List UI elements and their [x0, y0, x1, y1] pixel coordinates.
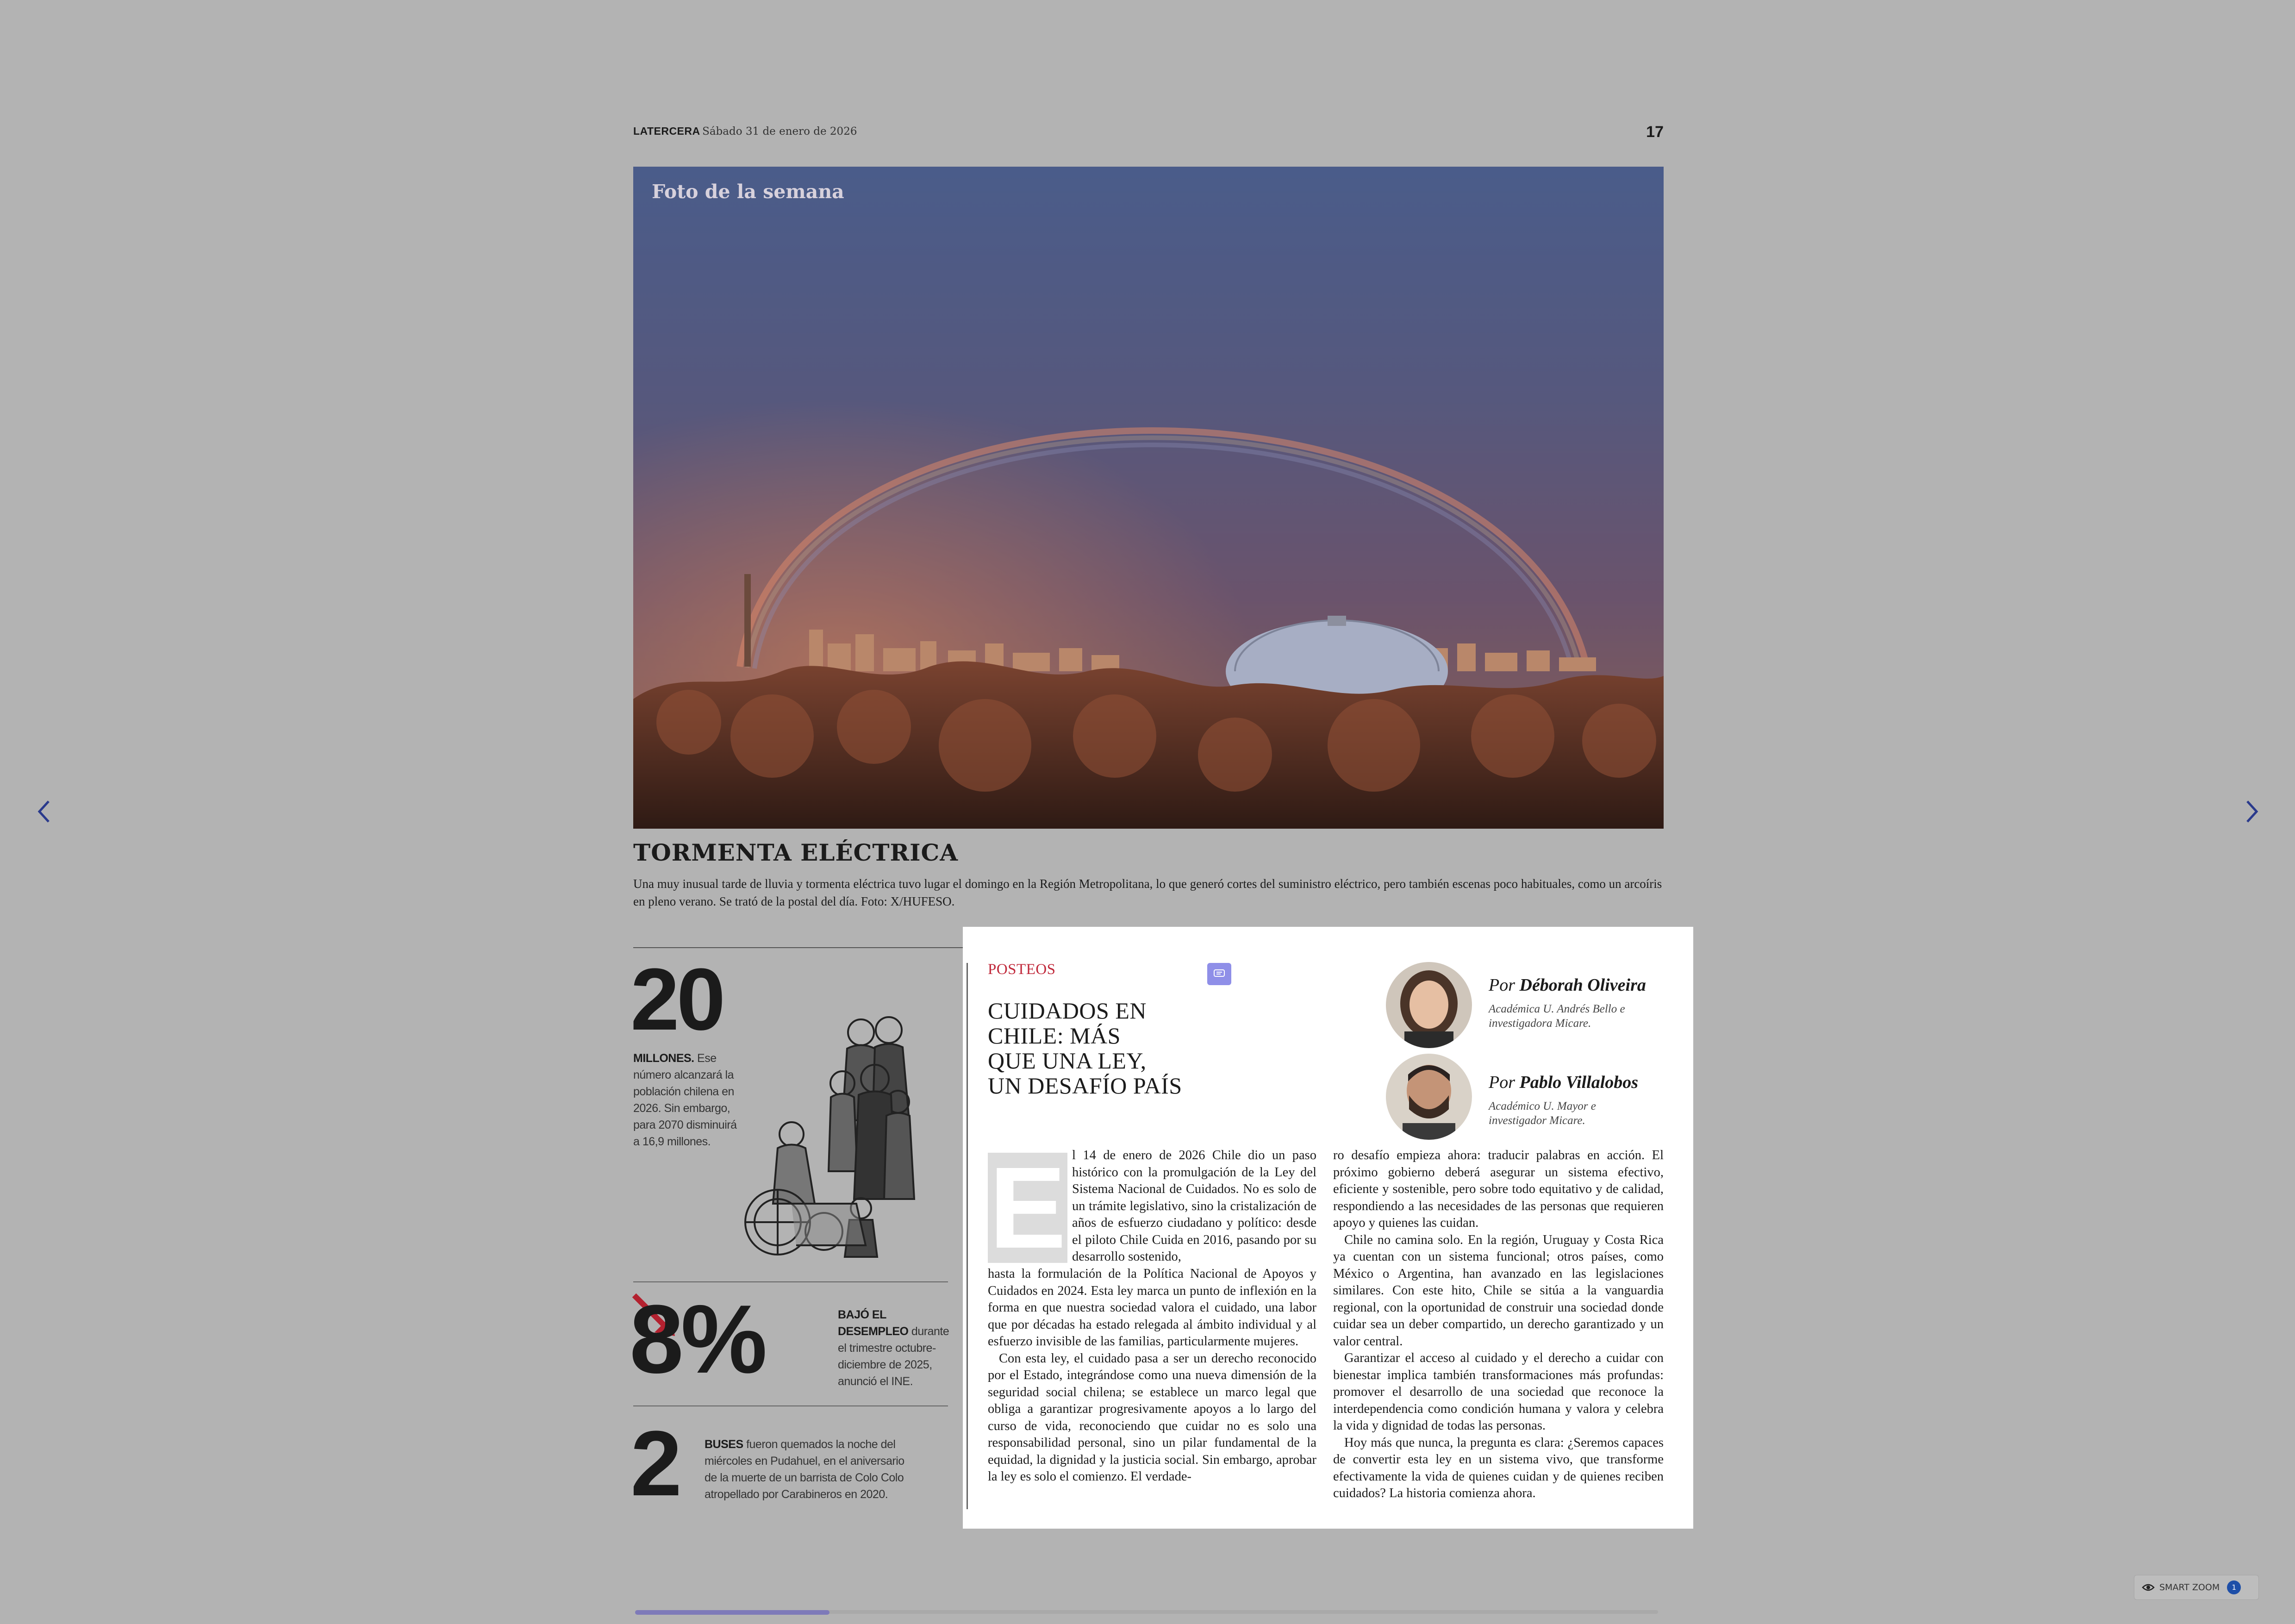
page-number: 17	[1646, 123, 1664, 141]
article-body-col2: ro desafío empieza ahora: traducir palabras en acción. El próximo gobierno deberá asegurar un sistema efectivo, eficiente y sostenible, pero sobre todo equitativo y de calidad, respondiendo a las necesidades de las personas que requieren apoyo y quienes las cuidan. Chile no camina solo. En la región, Uruguay y Costa Rica ya cuentan con un sistema funcional; otros países, como México o Argentina, han avanzado en las legislaciones similares. Con este hito, Chile se sitúa a la vanguardia regional, con la oportunidad de construir una sociedad donde cuidar sea un deber compartido, un derecho garantizado y un valor central. Garantizar el acceso al cuidado y el derecho a cuidar con bienestar implica también transformaciones más profundas: promover el desarrollo de una sociedad que reconoce la interdependencia como condición humana y valora y celebra la vida y dignidad de todas las personas. Hoy más que nunca, la pregunta es clara: ¿Seremos capaces de convertir esta ley en un sistema vivo, que transforme efectivamente la vida de quienes cuidan y de quienes reciben cuidados? La historia comienza ahora.	[1333, 1148, 1664, 1500]
stat-divider	[633, 1281, 948, 1282]
photo-of-the-week	[633, 167, 1664, 829]
chevron-left-icon	[34, 798, 54, 825]
smart-zoom-button[interactable]	[2134, 1575, 2259, 1600]
stat-text-unemployment: BAJÓ EL DESEMPLEO durante el trimestre octubre-diciembre de 2025, anunció el INE.	[838, 1308, 949, 1388]
rainbow-photo	[633, 167, 1664, 829]
masthead: LATERCERA	[633, 125, 700, 137]
drop-cap: E	[988, 1153, 1067, 1263]
smart-zoom-badge: 1	[2227, 1580, 2241, 1594]
family-illustration	[736, 1005, 947, 1259]
article-body-col1: hasta la formulación de la Política Nacional de Apoyos y Cuidados en 2024. Esta ley marca un punto de inflexión en la forma en que nuestra sociedad valora el cuidado, una labor que por décadas ha estado relegada al ámbito individual y al esfuerzo invisible de las familias, particularmente mujeres. Con esta ley, el cuidado pasa a ser un derecho reconocido por el Estado, integrándose como una nueva dimensión de la seguridad social chilena; se establece un marco legal que obliga a garantizar progresivamente apoyos a lo largo del curso de vida, reconociendo que cuidar no es solo una responsabilidad personal, sino un pilar fundamental de la equidad, la dignidad y la justicia social. Sin embargo, aprobar la ley es solo el comienzo. El verdade-	[988, 1267, 1316, 1484]
author-name-1: Por Déborah Oliveira	[1489, 975, 1646, 995]
page-progress-fill	[635, 1610, 829, 1615]
comment-icon[interactable]	[1207, 963, 1231, 985]
author-role-2: Académico U. Mayor e investigador Micare.	[1489, 1100, 1596, 1127]
photo-caption: Una muy inusual tarde de lluvia y tormenta eléctrica tuvo lugar el domingo en la Región Metropolitana, lo que generó cortes del suministro eléctrico, pero también escenas poco habituales, como un arcoíris en pleno verano. Se trató de la postal del día. Foto: X/HUFESO.	[633, 877, 1662, 908]
stat-number-unemployment: 8%	[630, 1285, 765, 1393]
stat-text-population: MILLONES. Ese número alcanzará la población chilena en 2026. Sin embargo, para 2070 disminuirá a 16,9 millones.	[633, 1052, 737, 1148]
previous-page-button[interactable]	[28, 791, 60, 832]
panel-rule	[967, 963, 968, 1509]
next-page-button[interactable]	[2236, 791, 2268, 832]
dateline: Sábado 31 de enero de 2026	[702, 125, 857, 137]
avatar	[1386, 1054, 1472, 1140]
stat-text-buses: BUSES fueron quemados la noche del miércoles en Pudahuel, en el aniversario de la muerte de un barrista de Colo Colo atropellado por Carabineros en 2020.	[705, 1438, 904, 1501]
article-headline: CUIDADOS EN CHILE: MÁS QUE UNA LEY, UN DESAFÍO PAÍS	[988, 998, 1182, 1099]
article-body-intro: l 14 de enero de 2026 Chile dio un paso histórico con la promulgación de la Ley del Sistema Nacional de Cuidados. No es solo de un trámite legislativo, sino la cristalización de años de esfuerzo ciudadano y político: desde el piloto Chile Cuida en 2016, pasando por su desarrollo sostenido,	[1072, 1148, 1316, 1264]
section-tag: POSTEOS	[988, 961, 1056, 978]
chevron-right-icon	[2242, 798, 2262, 825]
smart-zoom-label: SMART ZOOM	[2159, 1582, 2220, 1593]
author-role-1: Académica U. Andrés Bello e investigadora Micare.	[1489, 1003, 1625, 1030]
author-name-2: Por Pablo Villalobos	[1489, 1073, 1639, 1092]
page-header	[633, 125, 1664, 142]
stat-number-buses: 2	[630, 1412, 680, 1515]
avatar	[1386, 962, 1472, 1048]
photo-section-label: Foto de la semana	[652, 181, 844, 203]
stat-number-population: 20	[630, 950, 723, 1049]
photo-title: TORMENTA ELÉCTRICA	[633, 839, 959, 866]
stat-divider	[633, 1405, 948, 1406]
eye-icon	[2142, 1583, 2155, 1592]
